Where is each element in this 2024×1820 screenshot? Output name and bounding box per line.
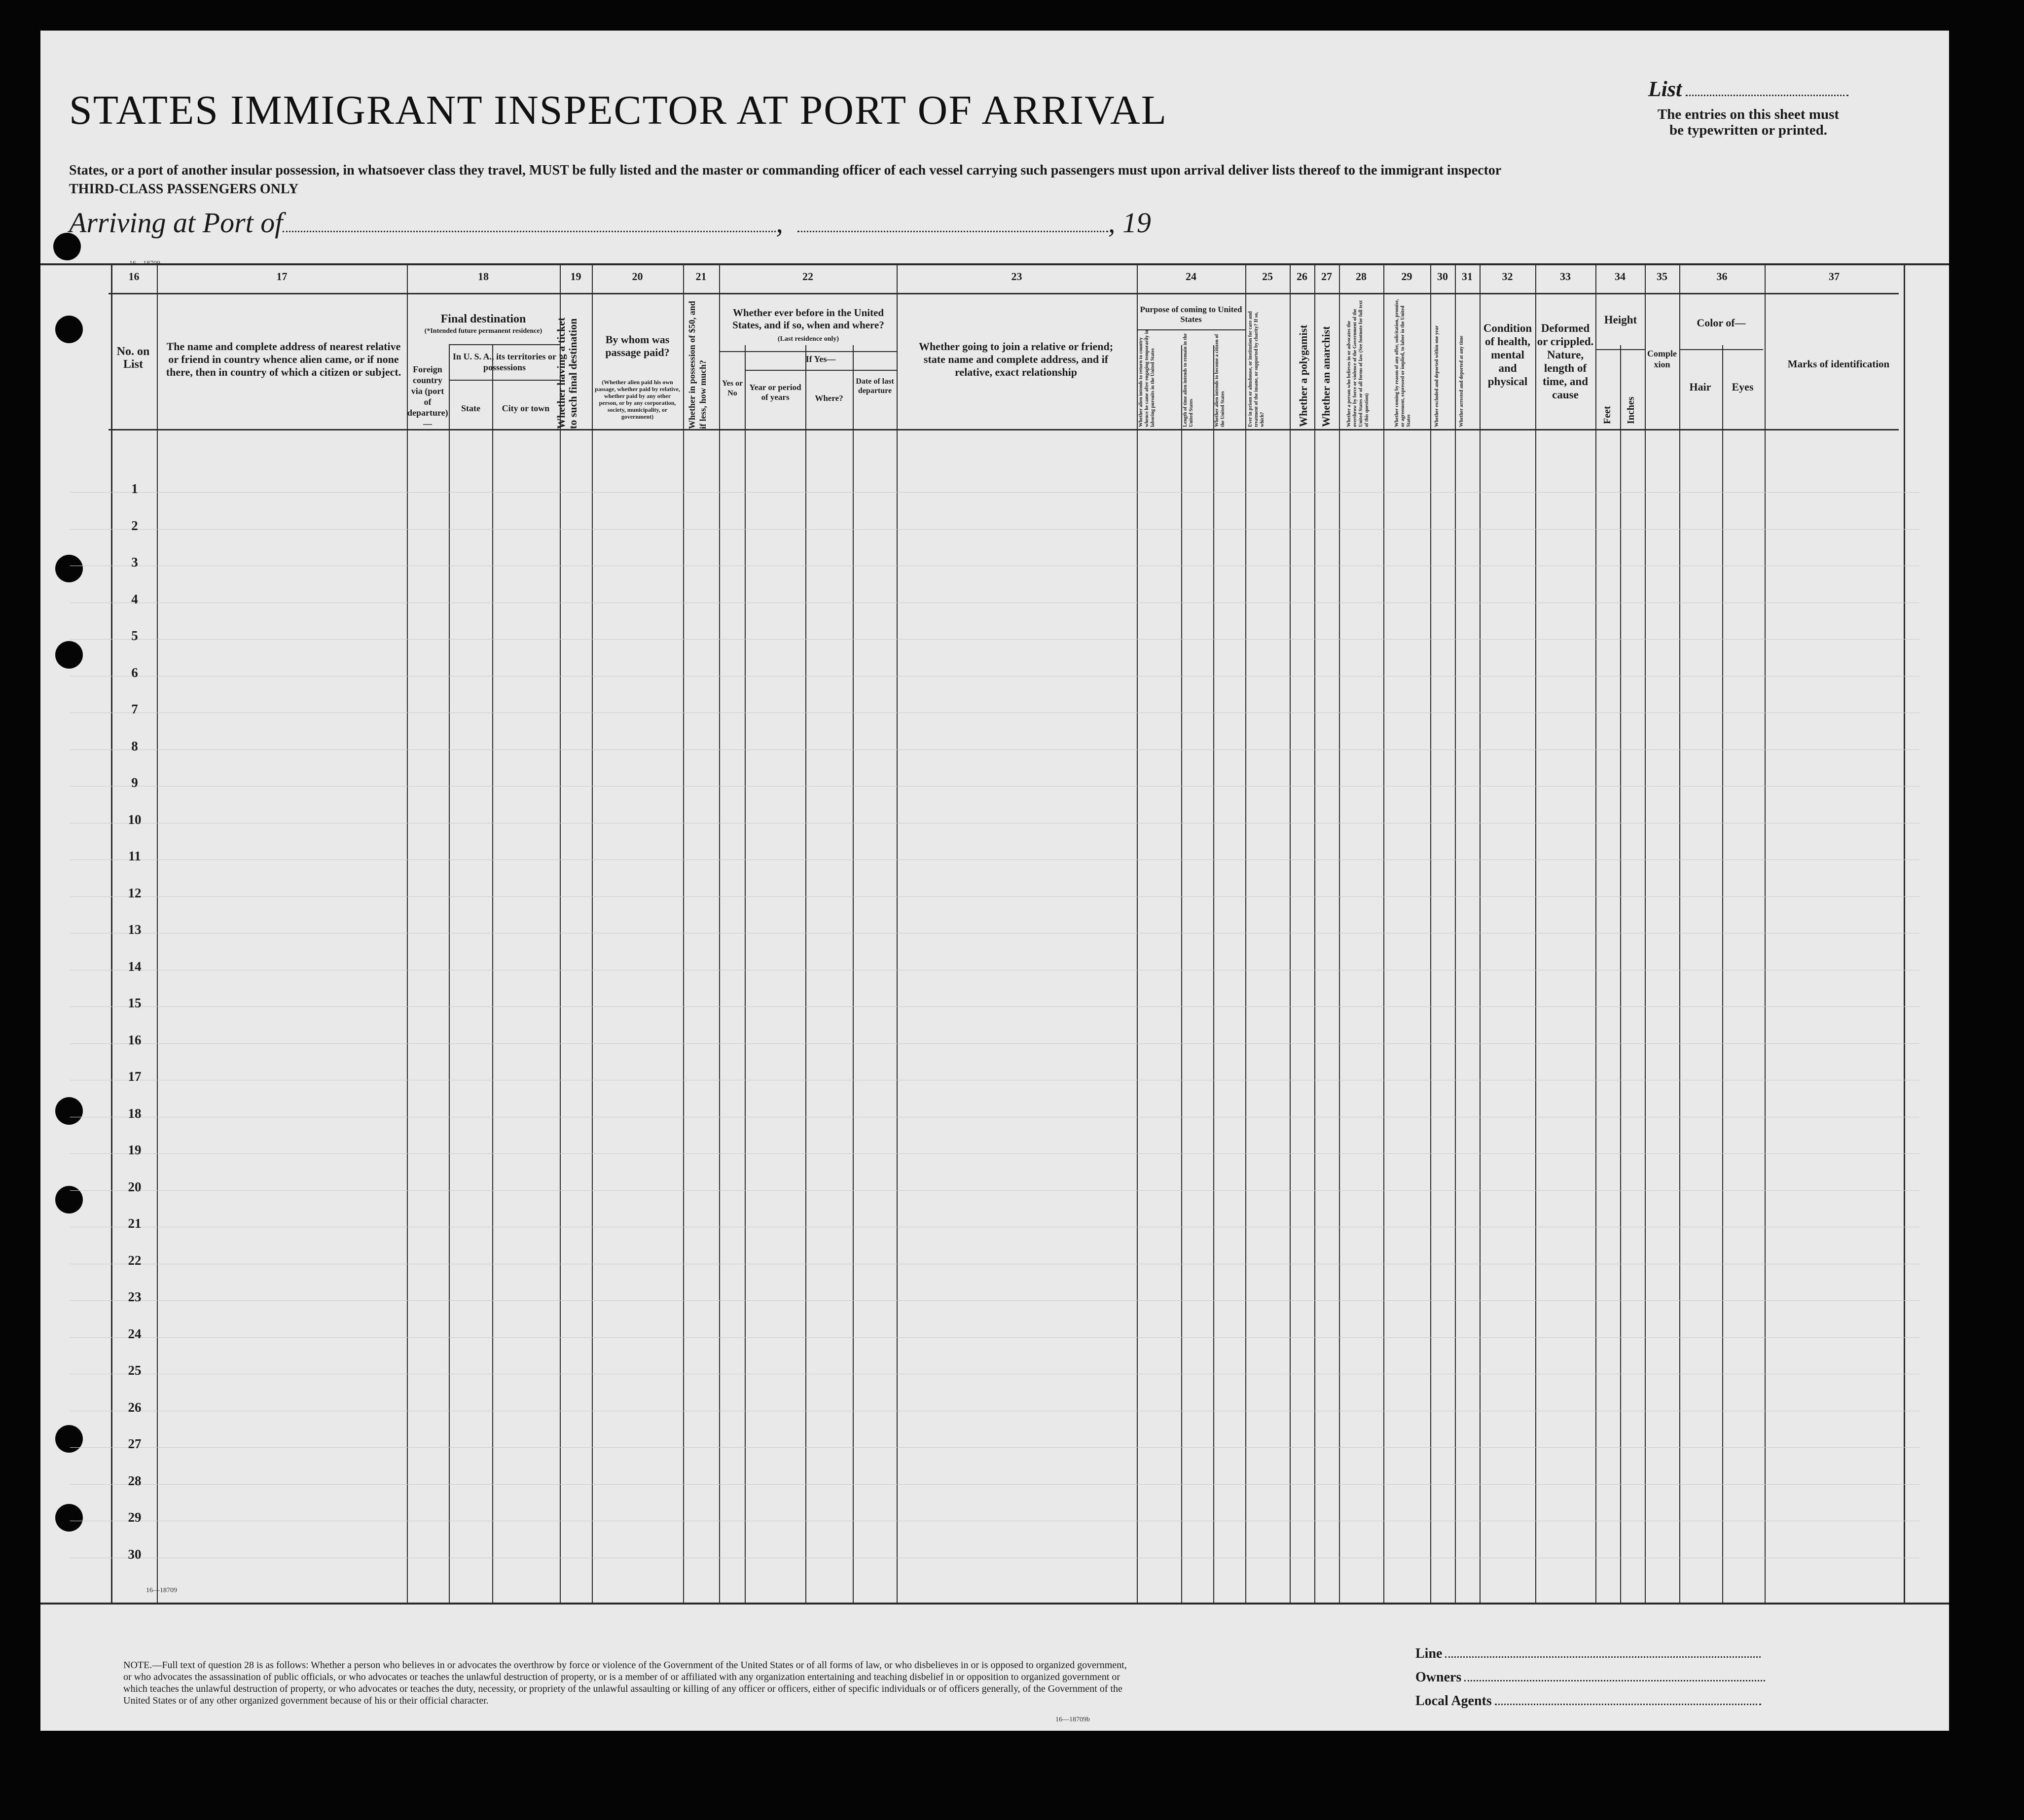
c33-header: Deformed or crippled. Nature, length of time, and cause bbox=[1537, 322, 1594, 401]
row-rule bbox=[70, 1300, 1919, 1301]
column-number: 25 bbox=[1262, 270, 1273, 283]
c20-title: By whom was passage paid? bbox=[605, 333, 670, 358]
row-rule bbox=[70, 859, 1919, 860]
c32-header: Condition of health, mental and physical bbox=[1483, 322, 1532, 388]
column-number: 26 bbox=[1297, 270, 1307, 283]
column-number: 28 bbox=[1356, 270, 1367, 283]
row-number: 6 bbox=[131, 665, 138, 680]
column-number: 29 bbox=[1401, 270, 1412, 283]
column-number: 32 bbox=[1502, 270, 1513, 283]
column-rule bbox=[1339, 264, 1340, 1603]
c24-c: Whether alien intends to become a citizen of the United States bbox=[1214, 334, 1226, 427]
footnote-code: 16—18709b bbox=[1055, 1716, 1090, 1723]
column-rule bbox=[407, 264, 408, 1603]
arriving-label: Arriving at Port of bbox=[69, 207, 283, 239]
column-rule bbox=[1383, 264, 1384, 1603]
row-rule bbox=[70, 492, 1919, 493]
column-rule bbox=[1245, 264, 1246, 1603]
c22-title-rule bbox=[720, 351, 897, 352]
row-number: 14 bbox=[128, 959, 142, 974]
row-rule bbox=[70, 529, 1919, 530]
column-number: 31 bbox=[1462, 270, 1473, 283]
row-number: 11 bbox=[128, 849, 141, 863]
c28-header: Whether a person who believes in or advocates the overthrow by force or violence of the Government of the United States or of all forms of law (See footnote for full text of this question) bbox=[1346, 300, 1370, 427]
column-rule bbox=[492, 345, 493, 1603]
column-rule bbox=[1595, 264, 1596, 1603]
column-number: 22 bbox=[802, 270, 813, 283]
c18-title: Final destination bbox=[440, 313, 526, 325]
c22-ifyes-rule bbox=[745, 370, 897, 371]
row-number: 15 bbox=[128, 996, 142, 1010]
c24-b: Length of time alien intends to remain in the United States bbox=[1183, 333, 1194, 427]
row-number: 17 bbox=[128, 1069, 142, 1084]
c34-inches: Inches bbox=[1626, 396, 1636, 424]
c37-header: Marks of identification bbox=[1787, 358, 1890, 370]
c18-usa-rule bbox=[449, 344, 560, 345]
port-field[interactable] bbox=[283, 226, 776, 232]
row-number: 25 bbox=[128, 1363, 142, 1378]
class-note: THIRD-CLASS PASSENGERS ONLY bbox=[69, 181, 299, 197]
c23-header: Whether going to join a relative or friend; state name and complete address, and if relative, exact relationship bbox=[918, 340, 1114, 378]
column-rule bbox=[805, 345, 806, 1603]
row-rule bbox=[70, 1043, 1919, 1044]
row-rule bbox=[70, 1337, 1919, 1338]
owners-label: Owners bbox=[1415, 1670, 1462, 1685]
row-number: 22 bbox=[128, 1252, 142, 1268]
form-subtitle: States, or a port of another insular possession, in whatsoever class they travel, MUST be fully listed and the master or commanding officer of each vessel carrying such passengers must upon arrival deliver lists thereof to the immigrant inspector bbox=[69, 163, 1502, 178]
column-rule bbox=[1645, 264, 1646, 1603]
row-rule bbox=[70, 1153, 1919, 1154]
form-title: STATES IMMIGRANT INSPECTOR AT PORT OF ARRIVAL bbox=[69, 87, 1167, 133]
column-number: 21 bbox=[695, 270, 707, 283]
row-rule bbox=[70, 896, 1919, 897]
agents-row bbox=[1415, 1693, 1761, 1709]
line-row bbox=[1415, 1646, 1761, 1662]
column-rule bbox=[1137, 264, 1138, 1603]
column-number: 36 bbox=[1716, 270, 1728, 283]
row-number: 16 bbox=[128, 1032, 142, 1047]
column-number: 24 bbox=[1186, 270, 1196, 283]
column-rule bbox=[1430, 264, 1431, 1603]
column-rule bbox=[719, 264, 720, 1603]
form-sheet bbox=[40, 31, 1949, 1731]
c35-header: Complexion bbox=[1647, 349, 1677, 369]
c34-feet: Feet bbox=[1602, 406, 1613, 424]
table-bottom-rule bbox=[40, 1603, 1949, 1605]
arriving-line: Arriving at Port of , , 19 bbox=[69, 207, 1151, 239]
row-rule bbox=[70, 1190, 1919, 1191]
row-number: 5 bbox=[131, 628, 138, 643]
list-number-box bbox=[1610, 76, 1886, 138]
punch-hole bbox=[55, 316, 83, 343]
column-rule bbox=[1904, 264, 1905, 1603]
column-rule bbox=[1620, 345, 1621, 1603]
column-number: 37 bbox=[1829, 270, 1840, 283]
column-rule bbox=[592, 264, 593, 1603]
owners-row bbox=[1415, 1670, 1765, 1685]
column-rule bbox=[1480, 264, 1481, 1603]
column-number: 27 bbox=[1321, 270, 1332, 283]
column-rule bbox=[1535, 264, 1536, 1603]
column-number: 20 bbox=[632, 270, 643, 283]
line-field[interactable] bbox=[1445, 1656, 1761, 1658]
agents-field[interactable] bbox=[1495, 1704, 1761, 1705]
row-number: 26 bbox=[128, 1399, 142, 1415]
column-number: 19 bbox=[570, 270, 581, 283]
c22-title: Whether ever before in the United States, and if so, when and where? bbox=[732, 307, 884, 331]
column-number: 18 bbox=[478, 270, 489, 283]
punch-hole bbox=[55, 641, 83, 669]
punch-hole bbox=[55, 1425, 83, 1453]
column-number: 30 bbox=[1437, 270, 1448, 283]
c22-note: (Last residence only) bbox=[777, 335, 839, 343]
row-number: 12 bbox=[128, 885, 142, 900]
c24-a: Whether alien intends to return to country whence he came after engaging temporarily in laboring pursuits in the United States bbox=[1138, 330, 1156, 427]
column-rule bbox=[1722, 345, 1723, 1603]
row-number: 18 bbox=[128, 1106, 142, 1121]
row-number: 1 bbox=[131, 481, 138, 496]
c18-usa: In U. S. A., its territories or possessions bbox=[453, 352, 556, 372]
c29-header: Whether coming by reason of any offer, solicitation, promise, or agreement, expressed or implied, to labor in the United States bbox=[1394, 299, 1411, 427]
row-number: 23 bbox=[128, 1289, 142, 1304]
column-number: 17 bbox=[276, 270, 288, 283]
c22-where: Where? bbox=[815, 393, 843, 403]
row-rule bbox=[70, 1484, 1919, 1485]
c18-note: (*Intended future permanent residence) bbox=[424, 327, 542, 335]
c36-hair: Hair bbox=[1689, 381, 1711, 393]
row-number: 21 bbox=[128, 1216, 142, 1231]
header-bottom-rule bbox=[108, 429, 1899, 430]
c36-eyes: Eyes bbox=[1732, 381, 1754, 393]
c22-year: Year or period of years bbox=[749, 383, 801, 402]
punch-hole bbox=[55, 1504, 83, 1532]
column-rule bbox=[1181, 345, 1182, 1603]
c18-state: State bbox=[461, 403, 480, 413]
row-number: 7 bbox=[131, 702, 138, 716]
c18-sub-rule bbox=[449, 380, 560, 381]
row-number: 29 bbox=[128, 1510, 142, 1525]
column-number: 35 bbox=[1657, 270, 1667, 283]
punch-hole bbox=[55, 555, 83, 582]
column-rule bbox=[897, 264, 898, 1603]
row-number: 24 bbox=[128, 1326, 142, 1341]
column-rule bbox=[745, 345, 746, 1603]
owners-field[interactable] bbox=[1464, 1680, 1765, 1681]
c30-header: Whether excluded and deported within one year bbox=[1434, 325, 1440, 427]
c36-header: Color of— bbox=[1697, 317, 1746, 329]
row-number: 4 bbox=[131, 591, 138, 607]
row-number: 10 bbox=[128, 812, 142, 827]
footnote: NOTE.—Full text of question 28 is as follows: Whether a person who believes in or advocates the overthrow by force or violence of the Government of the United States or of all forms of law, or who disbelieves in or is opposed to organized government, or who advocates the assassination of public officials, or who advocates or teaches the unlawful destruction of property, or is a member of or affiliated with any organization entertaining and teaching disbelief in or opposition to organized government or which teaches the unlawful destruction of property, or who advocates or teaches the duty, necessity, or propriety of the unlawful assaulting or killing of any officer or officers, either of specific individuals or of officers generally, of the Government of the United States or of any other organized government because of his or their official character. bbox=[123, 1660, 1127, 1706]
row-number: 13 bbox=[128, 922, 142, 937]
row-rule bbox=[70, 639, 1919, 640]
column-rule bbox=[1765, 264, 1766, 1603]
row-rule bbox=[70, 1006, 1919, 1007]
column-number: 34 bbox=[1615, 270, 1626, 283]
column-rule bbox=[1679, 264, 1680, 1603]
c22-ifyes: If Yes— bbox=[805, 354, 836, 364]
c18-city: City or town bbox=[502, 403, 550, 413]
column-rule bbox=[560, 264, 561, 1603]
header-top-rule bbox=[40, 263, 1949, 265]
row-number: 30 bbox=[128, 1546, 142, 1562]
row-number: 2 bbox=[131, 518, 138, 533]
column-rule bbox=[1290, 264, 1291, 1603]
c34-header: Height bbox=[1604, 314, 1637, 326]
year-prefix: 19 bbox=[1122, 207, 1151, 239]
list-note-1: The entries on this sheet must bbox=[1657, 107, 1840, 122]
column-rule bbox=[683, 264, 684, 1603]
column-rule bbox=[1455, 264, 1456, 1603]
row-number: 28 bbox=[128, 1473, 142, 1488]
agents-label: Local Agents bbox=[1415, 1693, 1492, 1709]
c20-note: (Whether alien paid his own passage, whether paid by relative, whether paid by any other person, or by any corporation, society, municipality, or government) bbox=[595, 379, 680, 420]
date-field[interactable] bbox=[797, 226, 1108, 232]
row-rule bbox=[70, 749, 1919, 750]
c25-header: Ever in prison or almshouse, or institution for care and treatment of the insane, or supported by charity? If so, which? bbox=[1248, 311, 1265, 427]
c17-header: The name and complete address of nearest relative or friend in country whence alien came, or if none there, then in country of which a citizen or subject. bbox=[166, 340, 401, 378]
row-rule bbox=[70, 676, 1919, 677]
c24-title: Purpose of coming to United States bbox=[1140, 305, 1242, 324]
c21-header: Whether in possession of $50, and if less, how much? bbox=[687, 301, 708, 429]
column-rule bbox=[853, 345, 854, 1603]
c18-foreign: Foreign country via (port of departure)— bbox=[407, 364, 448, 428]
punch-hole bbox=[55, 1097, 83, 1125]
column-number: 33 bbox=[1560, 270, 1571, 283]
column-rule bbox=[449, 345, 450, 1603]
row-number: 20 bbox=[128, 1179, 142, 1194]
row-number: 19 bbox=[128, 1142, 142, 1157]
c22-yesno: Yes or No bbox=[722, 379, 743, 397]
column-rule bbox=[1314, 264, 1315, 1603]
column-number: 23 bbox=[1011, 270, 1022, 283]
c26-header: Whether a polygamist bbox=[1297, 324, 1309, 427]
c36-rule bbox=[1679, 349, 1763, 350]
c16-header: No. on List bbox=[116, 345, 150, 371]
c31-header: Whether arrested and deported at any time bbox=[1459, 335, 1464, 427]
colnum-rule bbox=[108, 293, 1899, 294]
list-note-2: be typewritten or printed. bbox=[1669, 122, 1828, 138]
list-number-field[interactable] bbox=[1686, 95, 1848, 96]
c22-date: Date of last departure bbox=[856, 377, 894, 395]
c27-header: Whether an anarchist bbox=[1320, 326, 1332, 427]
row-number: 27 bbox=[128, 1436, 142, 1451]
row-number: 8 bbox=[131, 738, 138, 753]
column-number: 16 bbox=[128, 270, 140, 283]
column-rule bbox=[1213, 345, 1214, 1603]
row-rule bbox=[70, 1447, 1919, 1448]
list-label: List bbox=[1648, 77, 1682, 101]
row-number: 3 bbox=[131, 555, 138, 570]
form-code-bottom: 16—18709 bbox=[146, 1587, 177, 1594]
c19-header: Whether having a ticket to such final destination bbox=[555, 317, 579, 429]
row-number: 9 bbox=[131, 775, 138, 790]
line-label: Line bbox=[1415, 1646, 1443, 1661]
